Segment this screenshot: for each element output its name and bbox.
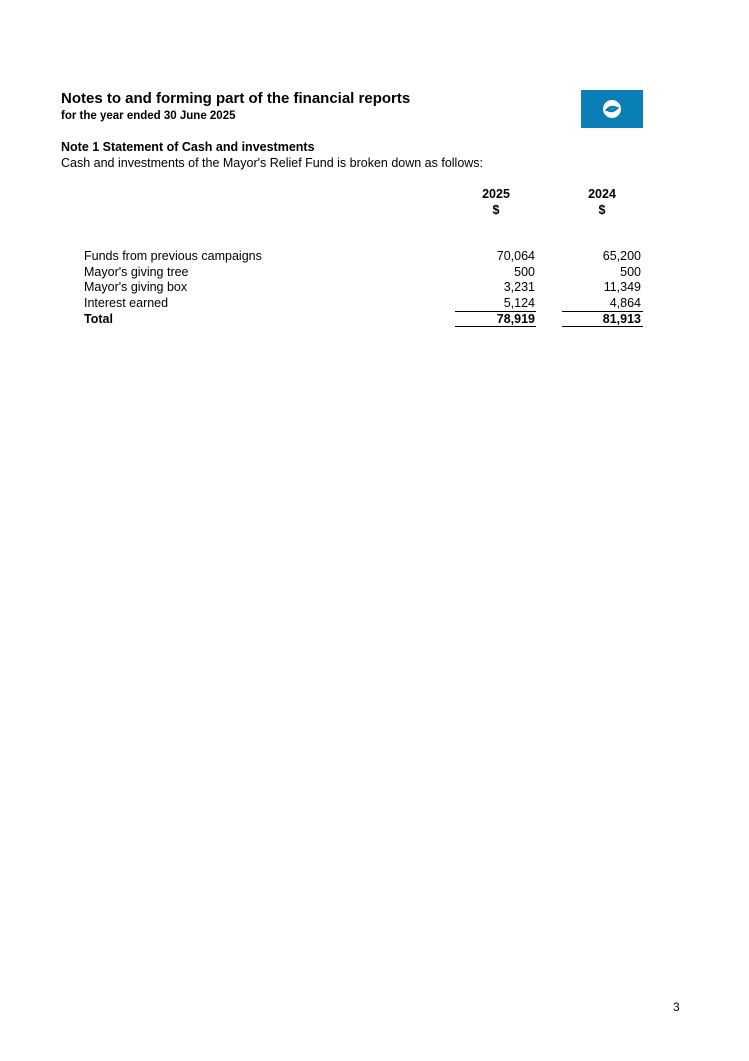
total-2025: 78,919 [496, 311, 535, 326]
table-row [84, 296, 644, 312]
page-title: Notes to and forming part of the financial reports [61, 90, 411, 107]
value-2025: 5,124 [503, 296, 535, 311]
total-row [84, 312, 644, 328]
council-logo-icon [581, 90, 643, 128]
row-label: Interest earned [84, 296, 169, 311]
row-label: Mayor's giving tree [84, 264, 189, 279]
value-2024: 4,864 [609, 296, 641, 311]
column-year: 2025 [482, 187, 510, 201]
value-2025: 3,231 [503, 280, 535, 295]
table-row [84, 249, 644, 265]
column-unit: $ [492, 203, 500, 217]
page-subtitle: for the year ended 30 June 2025 [61, 110, 236, 122]
row-label: Mayor's giving box [84, 280, 188, 295]
value-2024: 65,200 [602, 249, 641, 263]
value-2025: 70,064 [496, 249, 535, 263]
total-bottom-rule-2024 [562, 326, 643, 327]
value-2025: 500 [514, 264, 535, 279]
note-intro: Cash and investments of the Mayor's Relief Fund is broken down as follows: [61, 156, 484, 170]
column-unit: $ [598, 203, 606, 217]
value-2024: 11,349 [603, 280, 641, 295]
total-2024: 81,913 [602, 311, 641, 326]
column-year: 2024 [588, 187, 616, 201]
total-label: Total [84, 311, 113, 326]
total-top-rule-2025 [455, 311, 536, 312]
total-bottom-rule-2025 [455, 326, 536, 327]
row-label: Funds from previous campaigns [84, 249, 262, 263]
column-header-2025 [466, 187, 526, 217]
total-top-rule-2024 [562, 311, 643, 312]
table-row [84, 280, 644, 296]
note-heading: Note 1 Statement of Cash and investments [61, 140, 315, 154]
cash-investments-table [84, 249, 644, 327]
table-row [84, 265, 644, 281]
value-2024: 500 [620, 264, 641, 279]
column-header-2024 [572, 187, 632, 217]
page-number: 3 [673, 1000, 680, 1014]
